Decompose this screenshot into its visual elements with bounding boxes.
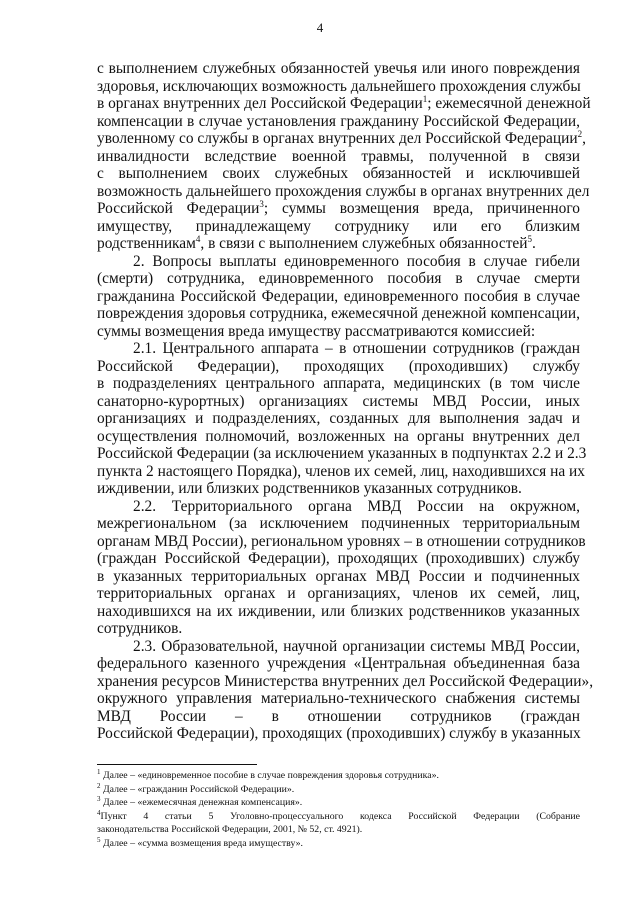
page-number: 4 (316, 20, 324, 35)
footnote: $^4$Пункт 4 статьи 5 Уголовно-процессуального кодекса Российской Федерации (Собрание (97, 808, 580, 822)
text-line: (граждан Российской Федерации), проходящих (проходивших) службу (97, 550, 580, 567)
text-line: пункта 2 настоящего Порядка), членов их семей, лиц, находившихся на их (97, 462, 585, 480)
footnote: $^1$ Далее – «единовременное пособие в случае повреждения здоровья сотрудника». (97, 768, 439, 781)
text-line: 2. Вопросы выплаты единовременного пособия в случае гибели (133, 252, 580, 270)
text-line: повреждения здоровья сотрудника, ежемесячной денежной компенсации, (97, 305, 580, 322)
footnote-continuation: законодательства Российской Федерации, 2001, № 52, ст. 4921). (97, 824, 363, 835)
footnote: $^3$ Далее – «ежемесячная денежная компенсация». (97, 795, 303, 808)
text-line: здоровья, исключающих возможность дальнейшего прохождения службы (97, 77, 581, 95)
text-line: территориальных органах и организациях, членов их семей, лиц, (97, 585, 580, 602)
text-line: возможность дальнейшего прохождения службы в органах внутренних дел (97, 182, 590, 200)
text-line: в подразделениях центрального аппарата, медицинских (в том числе (97, 375, 580, 392)
text-line: МВД России – в отношении сотрудников (граждан (97, 707, 580, 725)
text-line: иждивении, или близких родственников указанных сотрудников. (97, 480, 522, 497)
footnote: $^2$ Далее – «гражданин Российской Федерации». (97, 781, 295, 795)
text-line: в органах внутренних дел Российской Федерации$^1$; ежемесячной денежной (97, 94, 591, 112)
text-line: 2.1. Центрального аппарата – в отношении сотрудников (граждан (133, 340, 580, 357)
body-text (97, 60, 594, 743)
text-line: федерального казенного учреждения «Центральная объединенная база (97, 655, 580, 672)
text-line: 2.2. Территориального органа МВД России на окружном, (133, 497, 580, 515)
footnote-ref: 3 (259, 199, 264, 209)
text-line: сотрудников. (97, 620, 183, 637)
text-line: осуществления полномочий, возложенных на органы внутренних дел (97, 427, 580, 445)
text-line: уволенному со службы в органах внутренних дел Российской Федерации$^2$, (97, 129, 586, 147)
text-line: хранения ресурсов Министерства внутренних дел Российской Федерации», (97, 672, 594, 690)
text-line: санаторно-курортных) организациях системы МВД России, иных (97, 392, 580, 410)
text-line: инвалидности вследствие военной травмы, полученной в связи (97, 147, 580, 165)
text-line: находившихся на их иждивении, или близких родственников указанных (97, 602, 580, 620)
text-line: суммы возмещения вреда имуществу рассматриваются комиссией: (97, 322, 536, 340)
text-line: Российской Федерации), проходящих (проходивших) службу в указанных (97, 725, 581, 742)
text-line: Российской Федерации$^3$; суммы возмещения вреда, причиненного (97, 199, 580, 217)
text-line: Российской Федерации (за исключением указанных в подпунктах 2.2 и 2.3 (97, 445, 587, 462)
footnote-ref: 2 (577, 129, 583, 139)
text-line: в указанных территориальных органах МВД России и подчиненных (97, 567, 580, 585)
text-line: с выполнением своих служебных обязанностей и исключившей (97, 165, 580, 182)
text-line: имуществу, принадлежащему сотруднику или его близким (97, 217, 580, 235)
footnote-ref: 5 (527, 234, 533, 244)
text-line: компенсации в случае установления гражданину Российской Федерации, (97, 112, 580, 130)
text-line: окружного управления материально-технического снабжения системы (97, 690, 580, 707)
footnotes (97, 769, 580, 850)
text-line: с выполнением служебных обязанностей увечья или иного повреждения (97, 60, 580, 77)
text-line: организациях и подразделениях, созданных для выполнения задач и (97, 410, 580, 427)
text-line: (смерти) сотрудника, единовременного пособия в случае смерти (97, 270, 580, 287)
footnote-ref: 4 (195, 234, 201, 244)
text-line: родственникам$^4$, в связи с выполнением служебных обязанностей$^5$. (97, 234, 536, 252)
text-line: органам МВД России), региональном уровнях – в отношении сотрудников (97, 532, 586, 550)
footnote: $^5$ Далее – «сумма возмещения вреда имуществу». (97, 835, 303, 849)
text-line: 2.3. Образовательной, научной организации системы МВД России, (133, 637, 580, 655)
text-line: Российской Федерации), проходящих (проходивших) службу (97, 357, 580, 375)
footnote-divider (97, 764, 257, 765)
text-line: гражданина Российской Федерации, единовременного пособия в случае (97, 287, 580, 305)
text-line: межрегиональном (за исключением подчиненных территориальным (97, 515, 580, 532)
footnote-ref: 1 (422, 94, 428, 104)
